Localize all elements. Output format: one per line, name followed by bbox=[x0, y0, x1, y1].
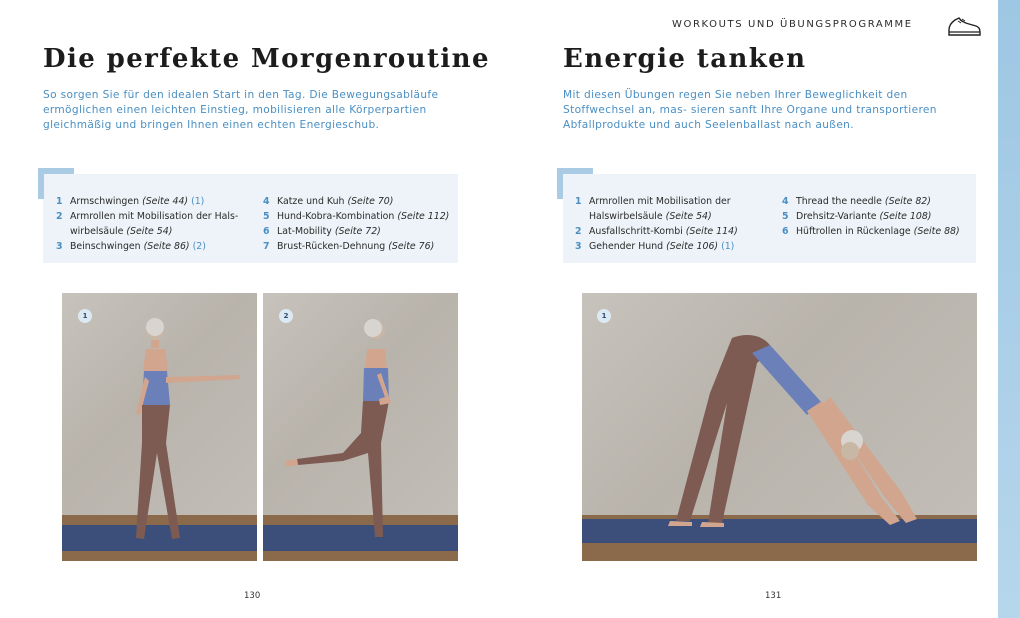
list-item: 1 Armrollen mit Mobilisation der Halswirbelsäule (Seite 54) bbox=[575, 196, 731, 222]
photo-badge: 2 bbox=[279, 309, 293, 323]
exercise-list-col1-left bbox=[56, 194, 238, 254]
page-number-right: 131 bbox=[765, 591, 782, 601]
list-item: 2 Ausfallschritt-Kombi (Seite 114) bbox=[575, 226, 738, 237]
list-item: 2 Armrollen mit Mobilisation der Hals- wirbelsäule (Seite 54) bbox=[56, 211, 239, 237]
photo-badge: 1 bbox=[597, 309, 611, 323]
list-item: 5 Hund-Kobra-Kombination (Seite 112) bbox=[263, 211, 450, 222]
lead-text-right: Mit diesen Übungen regen Sie neben Ihrer Beweglichkeit den Stoffwechsel an, mas- sieren sanft Ihre Organe und transportieren Abfallprodukte und auch Seelenballast nach außen. bbox=[563, 89, 937, 131]
exercise-photo-arm-swing bbox=[62, 293, 257, 561]
box-corner-accent bbox=[557, 168, 593, 199]
page-number-left: 130 bbox=[244, 591, 261, 601]
list-item: 4 Katze und Kuh (Seite 70) bbox=[263, 196, 394, 207]
list-item: 3 Beinschwingen (Seite 86) (2) bbox=[56, 241, 206, 252]
list-item: 7 Brust-Rücken-Dehnung (Seite 76) bbox=[263, 241, 435, 252]
list-item: 6 Lat-Mobility (Seite 72) bbox=[263, 226, 381, 237]
page-title-right: Energie tanken bbox=[563, 44, 807, 74]
woman-downward-dog-figure bbox=[582, 293, 977, 561]
running-head: WORKOUTS UND ÜBUNGSPROGRAMME bbox=[672, 19, 913, 30]
list-item: 4 Thread the needle (Seite 82) bbox=[782, 196, 931, 207]
lead-text-left: So sorgen Sie für den idealen Start in den Tag. Die Bewegungsabläufe ermöglichen einen leichten Einstieg, mobilisieren alle Körperpartien gleichmäßig und bringen Ihnen einen echten Energieschub. bbox=[43, 89, 439, 131]
exercise-list-box-right bbox=[563, 174, 976, 263]
list-item: 3 Gehender Hund (Seite 106) (1) bbox=[575, 241, 735, 252]
list-item: 5 Drehsitz-Variante (Seite 108) bbox=[782, 211, 932, 222]
exercise-photo-leg-swing bbox=[263, 293, 458, 561]
photo-badge: 1 bbox=[78, 309, 92, 323]
box-corner-accent bbox=[38, 168, 74, 199]
list-item: 6 Hüftrollen in Rückenlage (Seite 88) bbox=[782, 226, 960, 237]
list-item: 1 Armschwingen (Seite 44) (1) bbox=[56, 196, 205, 207]
page-edge-strip bbox=[998, 0, 1020, 618]
exercise-photo-downward-dog bbox=[582, 293, 977, 561]
exercise-list-col1-right bbox=[575, 194, 738, 254]
exercise-list-col2-right bbox=[782, 194, 960, 239]
sneaker-icon bbox=[947, 14, 981, 40]
page-title-left: Die perfekte Morgenroutine bbox=[43, 44, 490, 74]
exercise-list-box-left bbox=[43, 174, 458, 263]
woman-arm-swing-figure bbox=[62, 293, 257, 561]
woman-leg-swing-figure bbox=[263, 293, 458, 561]
exercise-list-col2-left bbox=[263, 194, 449, 254]
